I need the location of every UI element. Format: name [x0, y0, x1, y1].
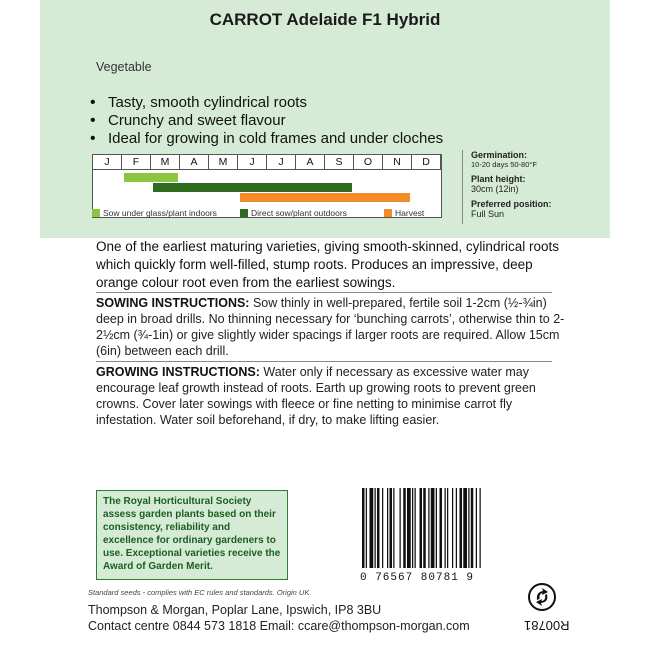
month-cell: J: [238, 155, 267, 169]
position-value: Full Sun: [471, 209, 505, 219]
product-title: CARROT Adelaide F1 Hybrid: [209, 10, 441, 29]
barcode-bar: [375, 488, 376, 568]
barcode-bar: [431, 488, 435, 568]
barcode-bar: [366, 488, 367, 568]
barcode-bar: [447, 488, 448, 568]
sowing-heading: SOWING INSTRUCTIONS:: [96, 296, 250, 310]
barcode-bar: [423, 488, 426, 568]
barcode: [360, 488, 512, 584]
legend-harvest: [384, 208, 424, 218]
barcode-bar: [403, 488, 406, 568]
address-line: Thompson & Morgan, Poplar Lane, Ipswich, IP8 3BU: [88, 603, 382, 617]
germination-value: 10-20 days 50-80°F: [471, 160, 537, 169]
feature-list: [88, 94, 443, 148]
barcode-bars: [360, 488, 512, 572]
growing-heading: GROWING INSTRUCTIONS:: [96, 365, 260, 379]
barcode-bar: [407, 488, 411, 568]
barcode-bar: [471, 488, 474, 568]
barcode-bar: [393, 488, 394, 568]
growing-facts: [462, 150, 611, 224]
company-address: [88, 602, 470, 634]
growing-instructions: [96, 364, 566, 428]
product-description: One of the earliest maturing varieties, giving smooth-skinned, cylindrical roots which quickly form well-filled, stump roots. Produces an impressive, deep orange colour root even from the earliest sowings.: [96, 239, 559, 290]
month-cell: S: [325, 155, 354, 169]
barcode-bar: [412, 488, 413, 568]
product-code: R00781: [524, 618, 570, 633]
height-label: Plant height:: [471, 174, 526, 184]
month-cell: M: [151, 155, 180, 169]
barcode-bar: [463, 488, 467, 568]
barcode-bar: [468, 488, 469, 568]
barcode-bar: [390, 488, 393, 568]
barcode-bar: [420, 488, 423, 568]
recycle-icon: [527, 582, 557, 612]
month-cell: J: [93, 155, 122, 169]
legend-label: Sow under glass/plant indoors: [103, 208, 217, 218]
rhs-info-box: The Royal Horticultural Society assess garden plants based on their consistency, reliability and excellence for ordinary gardeners to use. Exceptional varieties receive the Award of Garden Merit.: [96, 490, 288, 580]
legend-label: Harvest: [395, 208, 425, 218]
calendar-bar-harvest: [240, 193, 410, 202]
month-cell: O: [354, 155, 383, 169]
month-cell: F: [122, 155, 151, 169]
barcode-digits: 0 76567 80781 9: [360, 572, 475, 584]
contact-line: Contact centre 0844 573 1818 Email: ccare@thompson-morgan.com: [88, 619, 470, 633]
barcode-bar: [415, 488, 416, 568]
legend-sow-indoors: [92, 208, 217, 218]
calendar-bar-sow-under-glass: [124, 173, 178, 182]
month-cell: D: [412, 155, 441, 169]
sowing-text: Sow thinly in well-prepared, fertile soil 1-2cm (½-¾in) deep in broad drills. No thinning necessary for ‘bunching carrots’, otherwise thin to 2-2½cm (¾-1in) or give slightly wider spacings if larger roots are required. Allow 15cm (6in) between each drill.: [96, 296, 565, 358]
month-header-row: [93, 155, 441, 170]
barcode-bar: [456, 488, 457, 568]
barcode-bar: [428, 488, 429, 568]
category-label: Vegetable: [96, 60, 152, 74]
feature-item: • Crunchy and sweet flavour: [88, 112, 443, 130]
month-cell: M: [209, 155, 238, 169]
barcode-bar: [445, 488, 446, 568]
barcode-bar: [476, 488, 477, 568]
divider: [96, 292, 552, 293]
barcode-bar: [382, 488, 383, 568]
barcode-bar: [377, 488, 380, 568]
month-cell: N: [383, 155, 412, 169]
barcode-bar: [387, 488, 388, 568]
legend-swatch: [240, 209, 248, 217]
growing-text: Water only if necessary as excessive water may encourage leaf growth instead of roots. Earth up growing roots to prevent green crowns. Cover later sowings with fleece or fine netting to minimise carrot fly infestation. Water soil beforehand, if dry, to make lifting easier.: [96, 365, 536, 427]
divider: [96, 361, 552, 362]
barcode-bar: [370, 488, 374, 568]
germination-label: Germination:: [471, 150, 528, 160]
month-cell: J: [267, 155, 296, 169]
month-cell: A: [180, 155, 209, 169]
legend-swatch: [384, 209, 392, 217]
barcode-bar: [436, 488, 437, 568]
barcode-bar: [452, 488, 453, 568]
sowing-instructions: [96, 295, 566, 359]
month-cell: A: [296, 155, 325, 169]
standard-note: Standard seeds - complies with EC rules and standards. Origin UK.: [88, 588, 312, 597]
barcode-bar: [362, 488, 365, 568]
position-label: Preferred position:: [471, 199, 552, 209]
legend-label: Direct sow/plant outdoors: [251, 208, 347, 218]
barcode-bar: [440, 488, 443, 568]
barcode-bar: [480, 488, 481, 568]
calendar-bar-direct-sow: [153, 183, 352, 192]
height-value: 30cm (12in): [471, 184, 519, 194]
legend-swatch: [92, 209, 100, 217]
barcode-bar: [460, 488, 463, 568]
feature-item: • Tasty, smooth cylindrical roots: [88, 94, 443, 112]
feature-item: • Ideal for growing in cold frames and under cloches: [88, 130, 443, 148]
legend-direct-sow: [240, 208, 347, 218]
barcode-bar: [400, 488, 401, 568]
